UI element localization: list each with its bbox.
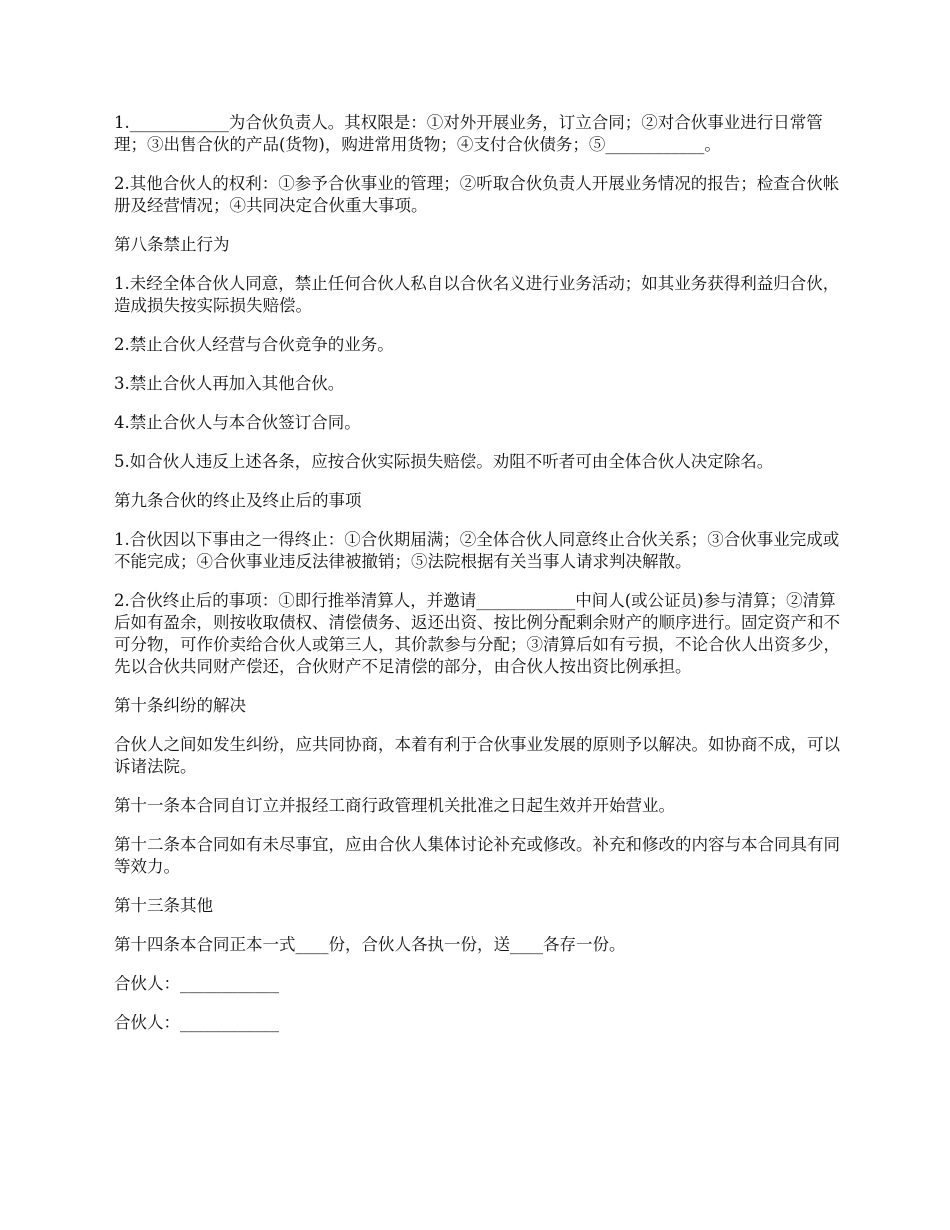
para-article-14: 第十四条本合同正本一式____份，合伙人各执一份，送____各存一份。 [114, 935, 626, 954]
para-prohibition-3: 3.禁止合伙人再加入其他合伙。 [114, 374, 345, 393]
heading-article-9: 第九条合伙的终止及终止后的事项 [114, 491, 362, 510]
para-prohibition-2: 2.禁止合伙人经营与合伙竞争的业务。 [114, 335, 394, 354]
partner-signature-line: 合伙人：____________ [114, 1013, 279, 1032]
document-page [114, 112, 852, 1051]
para-responsible-partner: 1.____________为合伙负责人。其权限是：①对外开展业务，订立合同；②对合伙事业进行日常管理；③出售合伙的产品(货物)，购进常用货物；④支付合伙债务；⑤____________。 [114, 113, 823, 154]
para-prohibition-5: 5.如合伙人违反上述各条，应按合伙实际损失赔偿。劝阻不听者可由全体合伙人决定除名。 [114, 452, 774, 471]
para-termination-1: 1.合伙因以下事由之一得终止：①合伙期届满；②全体合伙人同意终止合伙关系；③合伙事业完成或不能完成；④合伙事业违反法律被撤销；⑤法院根据有关当事人请求判决解散。 [114, 530, 840, 571]
para-prohibition-1: 1.未经全体合伙人同意，禁止任何合伙人私自以合伙名义进行业务活动；如其业务获得利益归合伙，造成损失按实际损失赔偿。 [114, 274, 840, 315]
para-other-partner-rights: 2.其他合伙人的权利：①参予合伙事业的管理；②听取合伙负责人开展业务情况的报告；检查合伙帐册及经营情况；④共同决定合伙重大事项。 [114, 174, 840, 215]
heading-article-8: 第八条禁止行为 [114, 235, 230, 254]
para-article-12: 第十二条本合同如有未尽事宜，应由合伙人集体讨论补充或修改。补充和修改的内容与本合同具有同等效力。 [114, 835, 840, 876]
para-dispute-resolution: 合伙人之间如发生纠纷，应共同协商，本着有利于合伙事业发展的原则予以解决。如协商不成，可以诉诸法院。 [114, 735, 840, 776]
para-termination-2: 2.合伙终止后的事项：①即行推举清算人，并邀请____________中间人(或公证员)参与清算；②清算后如有盈余，则按收取债权、清偿债务、返还出资、按比例分配剩余财产的顺序进行。固定资产和不可分物，可作价卖给合伙人或第三人，其价款参与分配；③清算后如有亏损，不论合伙人出资多少，先以合伙共同财产偿还，合伙财产不足清偿的部分，由合伙人按出资比例承担。 [114, 591, 840, 676]
heading-article-10: 第十条纠纷的解决 [114, 696, 246, 715]
heading-article-13: 第十三条其他 [114, 896, 213, 915]
para-article-11: 第十一条本合同自订立并报经工商行政管理机关批准之日起生效并开始营业。 [114, 796, 675, 815]
partner-signature-line: 合伙人：____________ [114, 974, 279, 993]
para-prohibition-4: 4.禁止合伙人与本合伙签订合同。 [114, 413, 361, 432]
